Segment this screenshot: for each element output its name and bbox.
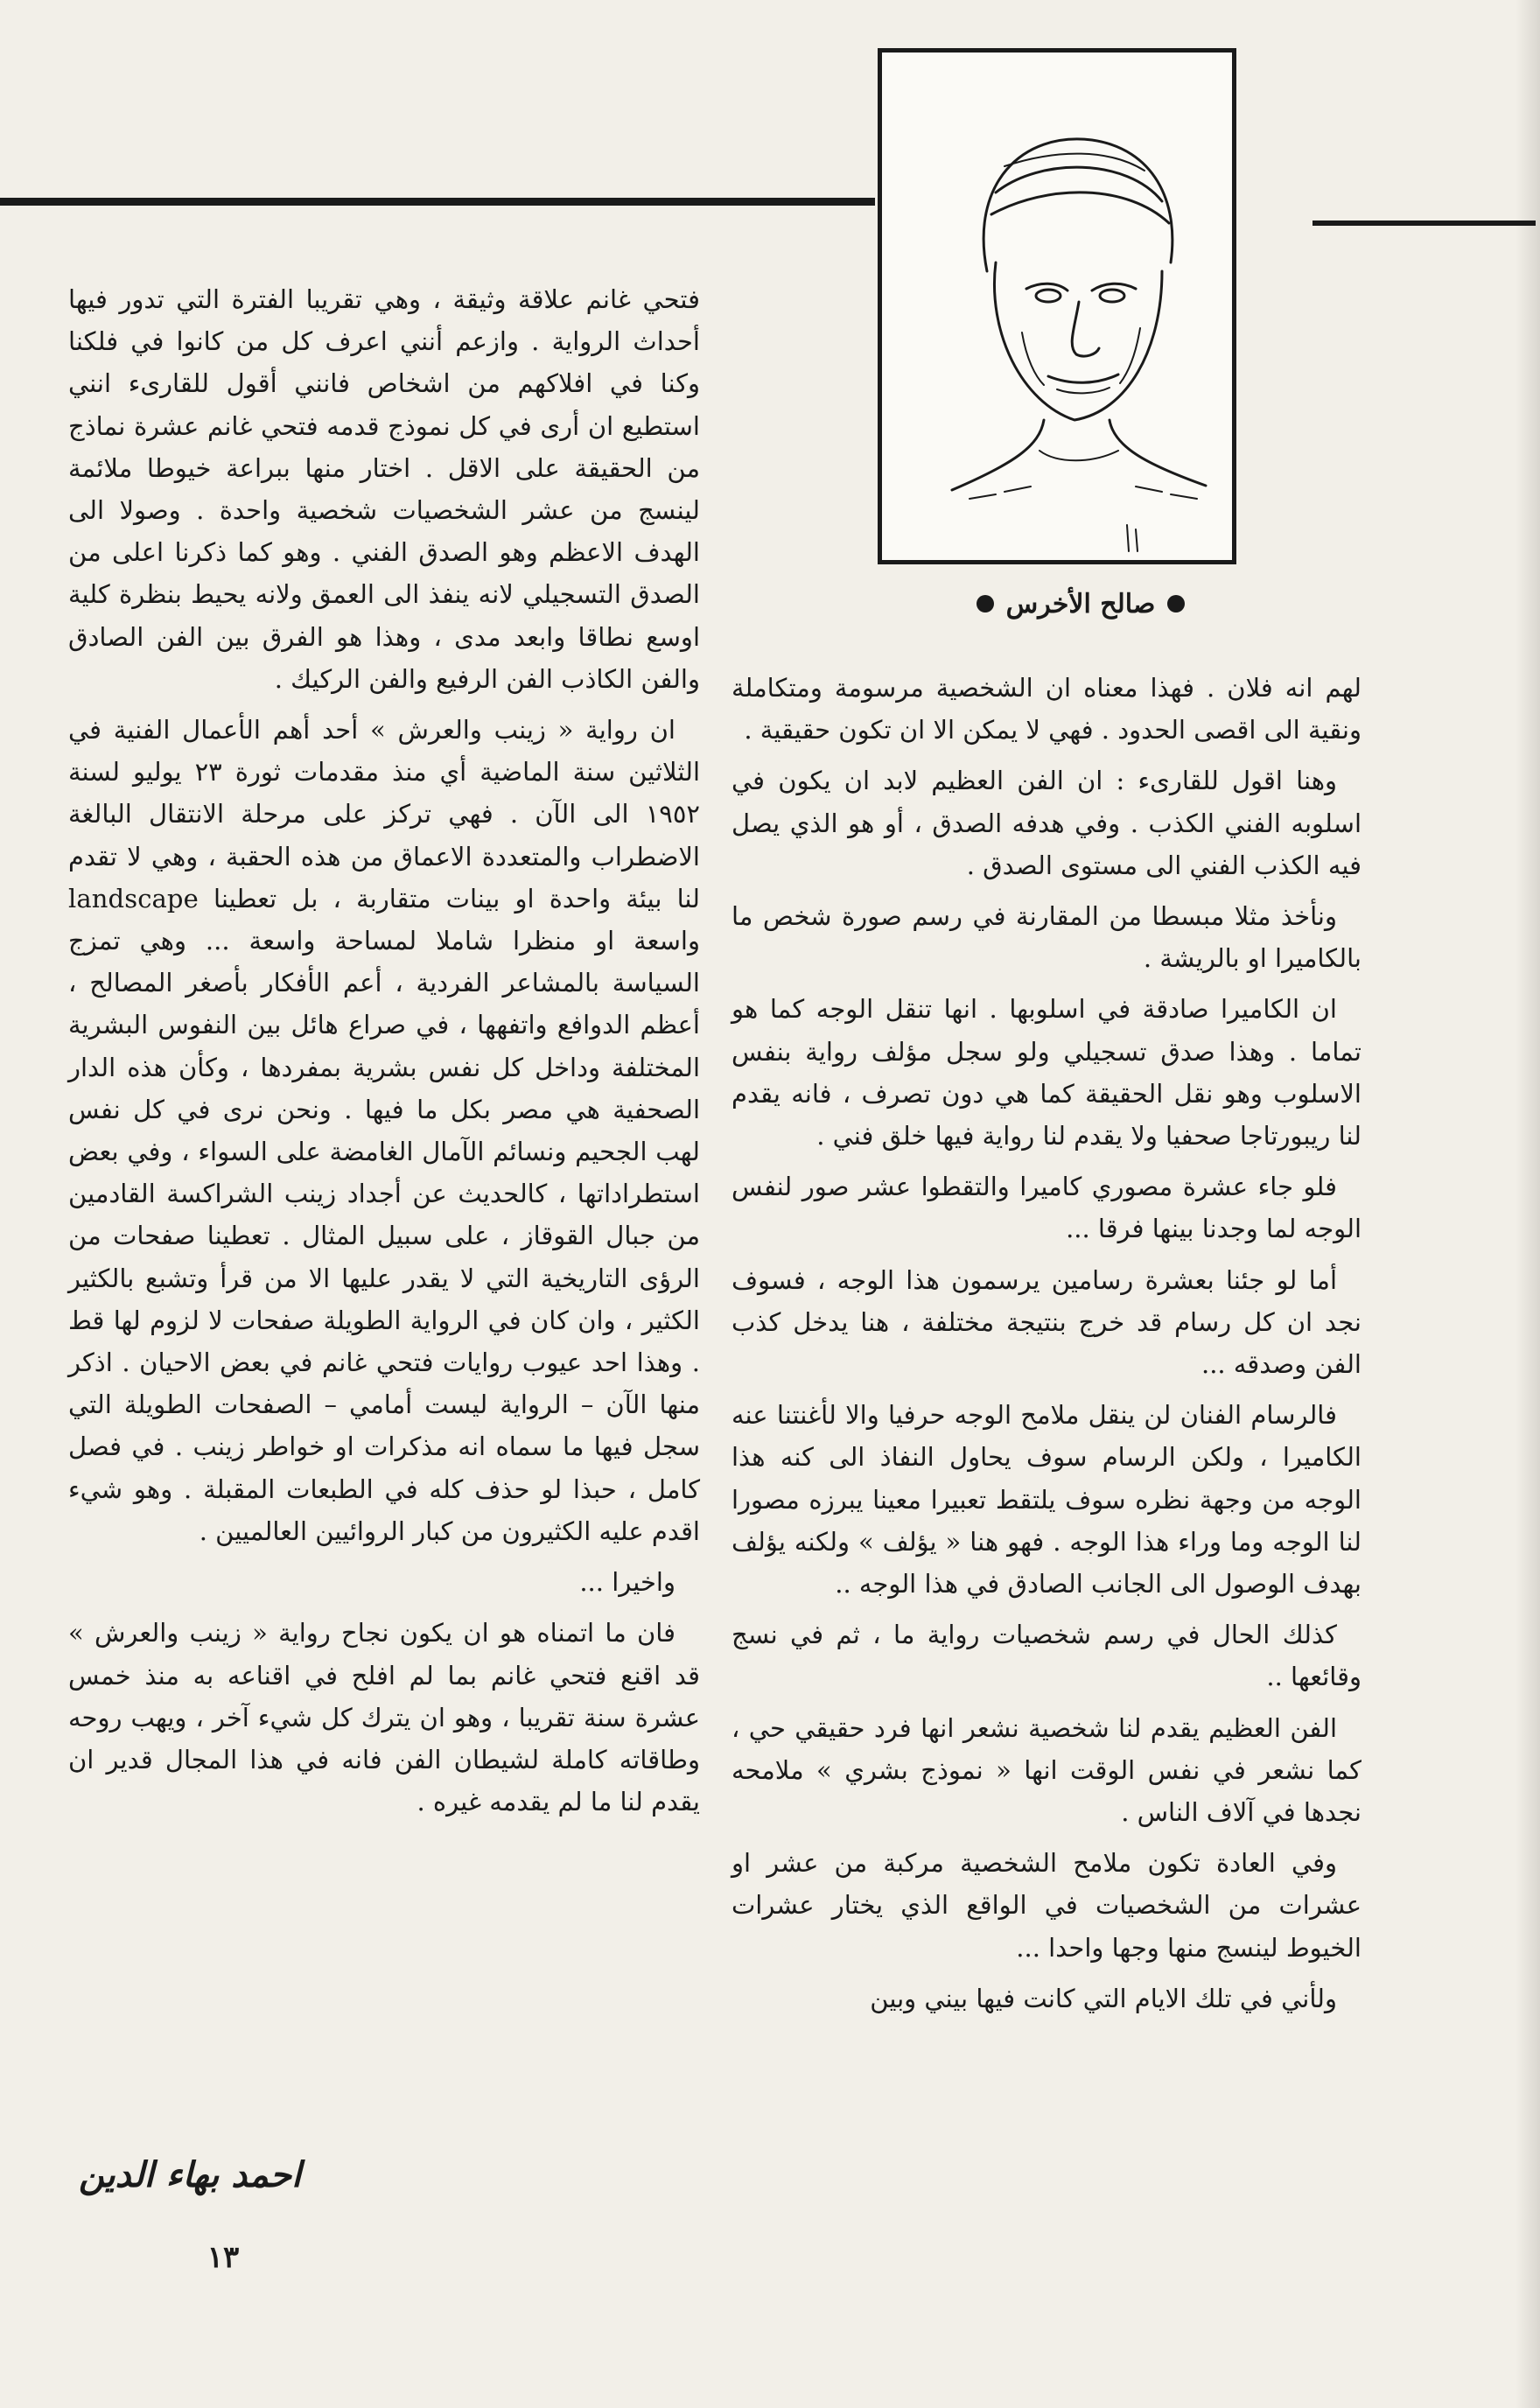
paragraph: فتحي غانم علاقة وثيقة ، وهي تقريبا الفترة التي تدور فيها أحداث الرواية . وازعم أنني اعرف كل من كانوا في فلكنا وكنا في افلاكهم من اشخاص فانني أقول للقارىء انني استطيع ان أرى في كل نموذج قدمه فتحي غانم عشرة نماذج من الحقيقة على الاقل . اختار منها ببراعة خيوطا ملائمة لينسج من عشر الشخصيات شخصية واحدة . وصولا الى الهدف الاعظم وهو الصدق الفني . وهو كما ذكرنا اعلى من الصدق التسجيلي لانه ينفذ الى العمق ولانه يحيط بنظرة كلية اوسع نطاقا وابعد مدى ، وهذا هو الفرق بين الفن الصادق والفن الكاذب الفن الرفيع والفن الركيك . xyxy=(68,284,700,694)
paragraph: ونأخذ مثلا مبسطا من المقارنة في رسم صورة شخص ما بالكاميرا او بالريشة . xyxy=(732,901,1362,974)
paragraph: لهم انه فلان . فهذا معناه ان الشخصية مرسومة ومتكاملة ونقية الى اقصى الحدود . فهي لا يمكن الا ان تكون حقيقية . xyxy=(732,673,1362,746)
paragraph: فان ما اتمناه هو ان يكون نجاح رواية « زينب والعرش » قد اقنع فتحي غانم بما لم افلح في اقناعه به منذ خمس عشرة سنة تقريبا ، وهو ان يترك كل شيء آخر ، ويهب روحه وطاقاته كاملة لشيطان الفن فانه في هذا المجال قدير ان يقدم لنا ما لم يقدمه غيره . xyxy=(68,1618,700,1817)
caption-text: صالح الأخرس xyxy=(1005,588,1156,620)
paragraph: ان الكاميرا صادقة في اسلوبها . انها تنقل الوجه كما هو تماما . وهذا صدق تسجيلي ولو سجل مؤلف رواية بنفس الاسلوب وهو نقل الحقيقة كما هي دون تصرف ، فانه يقدم لنا ريبورتاجا صحفيا ولا يقدم لنا رواية فيها خلق فني . xyxy=(732,994,1362,1152)
paragraph: ان رواية « زينب والعرش » أحد أهم الأعمال الفنية في الثلاثين سنة الماضية أي منذ مقدمات ثورة ٢٣ يوليو لسنة ١٩٥٢ الى الآن . فهي تركز على مرحلة الانتقال البالغة الاضطراب والمتعددة الاعماق من هذه الحقبة ، وهي لا تقدم لنا بيئة واحدة او بينات متقاربة ، بل تعطينا landscape واسعة او منظرا شاملا لمساحة واسعة ... وهي تمزج السياسة بالمشاعر الفردية ، أعم الأفكار بأصغر المصالح ، أعظم الدوافع واتفهها ، في صراع هائل بين النفوس البشرية المختلفة وداخل كل نفس بشرية بمفردها ، وكأن هذه الدار الصحفية هي مصر بكل ما فيها . ونحن نرى في كل نفس لهب الجحيم ونسائم الآمال الغامضة على السواء ، وفي بعض استطراداتها ، كالحديث عن أجداد زينب الشراكسة القادمين من جبال القوقاز ، على سبيل المثال . تعطينا صفحات من الرؤى التاريخية التي لا يقدر عليها الا من قرأ وتشبع بالكثير الكثير ، وان كان في الرواية الطويلة صفحات لا لزوم لها قط . وهذا احد عيوب روايات فتحي غانم في بعض الاحيان . اذكر منها الآن – الرواية ليست أمامي – الصفحات الطويلة التي سجل فيها ما سماه انه مذكرات او خواطر زينب . في فصل كامل ، حبذا لو حذف كله في الطبعات المقبلة . وهو شيء اقدم عليه الكثيرون من كبار الروائيين العالميين . xyxy=(68,715,700,1546)
bullet-icon xyxy=(976,595,994,612)
article-column-right xyxy=(732,667,1362,2028)
paragraph: فلو جاء عشرة مصوري كاميرا والتقطوا عشر صور لنفس الوجه لما وجدنا بينها فرقا ... xyxy=(732,1172,1362,1244)
paragraph: ولأني في تلك الايام التي كانت فيها بيني وبين xyxy=(870,1983,1337,2013)
paragraph: الفن العظيم يقدم لنا شخصية نشعر انها فرد حقيقي حي ، كما نشعر في نفس الوقت انها « نموذج بشري » ملامحه نجدها في آلاف الناس . xyxy=(732,1712,1362,1828)
paragraph: واخيرا ... xyxy=(579,1567,676,1598)
paragraph: وفي العادة تكون ملامح الشخصية مركبة من عشر او عشرات من الشخصيات في الواقع الذي يختار عشرات الخيوط لينسج منها وجها واحدا ... xyxy=(732,1848,1362,1963)
bullet-icon xyxy=(1167,595,1185,612)
author-signature: احمد بهاء الدين xyxy=(79,2154,302,2195)
portrait-caption xyxy=(936,582,1225,626)
page-edge-shadow xyxy=(1516,0,1540,2408)
paragraph: كذلك الحال في رسم شخصيات رواية ما ، ثم في نسج وقائعها .. xyxy=(732,1620,1362,1692)
paragraph: فالرسام الفنان لن ينقل ملامح الوجه حرفيا والا لأغنتنا عنه الكاميرا ، ولكن الرسام سوف يحاول النفاذ الى كنه هذا الوجه من وجهة نظره سوف يلتقط تعبيرا معينا يبرزه مصورا لنا الوجه وما وراء هذا الوجه . فهو هنا « يؤلف » ولكنه يؤلف بهدف الوصول الى الجانب الصادق في هذا الوجه .. xyxy=(732,1400,1362,1600)
paragraph: وهنا اقول للقارىء : ان الفن العظيم لابد ان يكون في اسلوبه الفني الكذب . وفي هدفه الصدق ، أو هو الذي يصل فيه الكذب الفني الى مستوى الصدق . xyxy=(732,766,1362,880)
portrait-sketch xyxy=(882,52,1232,560)
horizontal-rule-right xyxy=(1312,220,1536,226)
article-column-left xyxy=(68,278,700,1831)
paragraph: أما لو جئنا بعشرة رسامين يرسمون هذا الوجه ، فسوف نجد ان كل رسام قد خرج بنتيجة مختلفة ، هنا يدخل كذب الفن وصدقه ... xyxy=(732,1264,1362,1380)
horizontal-rule-left xyxy=(0,198,875,206)
page-number: ١٣ xyxy=(206,2240,240,2275)
portrait-illustration xyxy=(878,48,1236,564)
